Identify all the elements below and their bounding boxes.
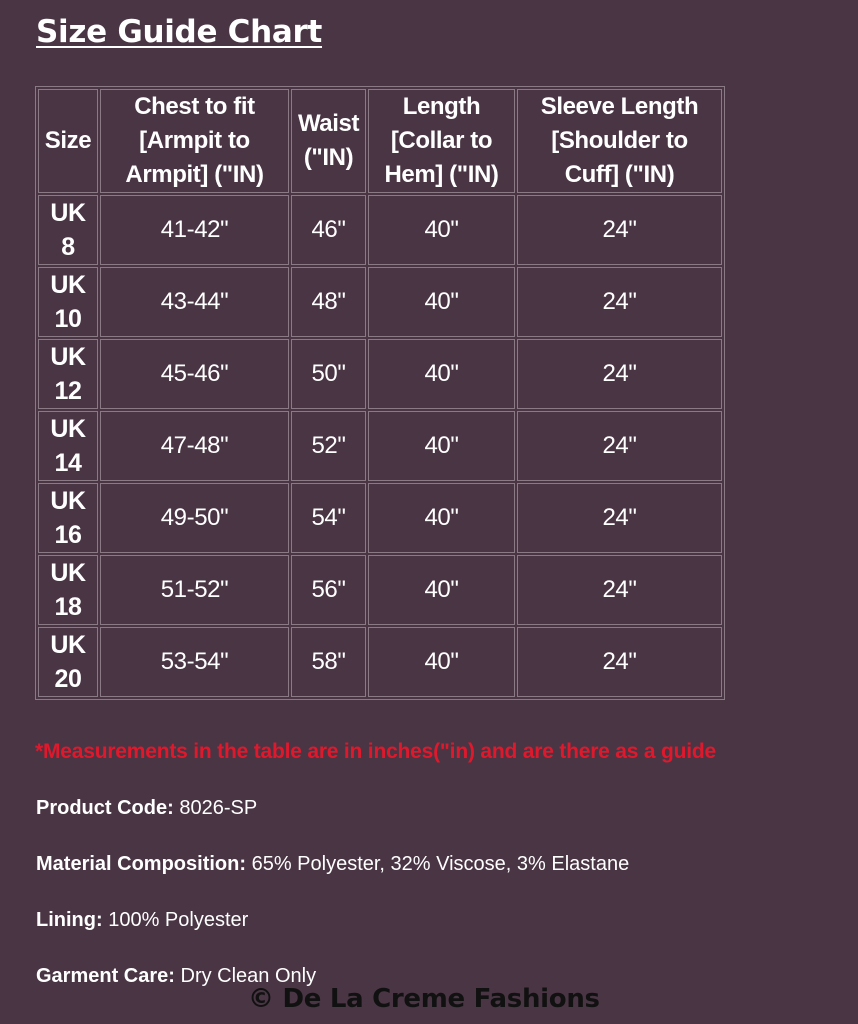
material-value: 65% Polyester, 32% Viscose, 3% Elastane: [251, 853, 630, 875]
product-code-label: Product Code:: [36, 797, 174, 819]
size-cell: [38, 627, 98, 697]
header-chest-line: [Armpit to: [139, 127, 250, 154]
waist-cell: 48": [291, 267, 366, 337]
table-row: [38, 411, 722, 481]
size-cell-line: UK: [50, 487, 86, 515]
header-chest-line: Armpit] ("IN): [125, 161, 264, 188]
chest-cell: 43-44": [100, 267, 289, 337]
chest-cell: 53-54": [100, 627, 289, 697]
copyright-watermark: © De La Creme Fashions: [248, 984, 600, 1014]
header-length-line: Length: [402, 93, 481, 120]
size-cell-line: 12: [54, 377, 82, 405]
lining-value: 100% Polyester: [108, 909, 249, 931]
header-sleeve-line: Sleeve Length: [540, 93, 699, 120]
header-chest: [100, 89, 289, 193]
table-row: [38, 339, 722, 409]
size-cell-line: 20: [54, 665, 82, 693]
waist-cell: 58": [291, 627, 366, 697]
sleeve-cell: 24": [517, 555, 722, 625]
waist-cell: 54": [291, 483, 366, 553]
table-body: [38, 195, 722, 697]
size-cell-line: UK: [50, 559, 86, 587]
size-cell-line: UK: [50, 343, 86, 371]
size-cell: [38, 555, 98, 625]
size-guide-table: [35, 86, 725, 700]
sleeve-cell: 24": [517, 483, 722, 553]
sleeve-cell: 24": [517, 195, 722, 265]
table-row: [38, 195, 722, 265]
header-sleeve-line: Cuff] ("IN): [564, 161, 675, 188]
table-header-row: [38, 89, 722, 193]
header-waist-line: ("IN): [303, 144, 354, 171]
length-cell: 40": [368, 195, 515, 265]
care-value: Dry Clean Only: [180, 965, 317, 987]
waist-cell: 46": [291, 195, 366, 265]
table-row: [38, 555, 722, 625]
chest-cell: 47-48": [100, 411, 289, 481]
length-cell: 40": [368, 267, 515, 337]
table-row: [38, 627, 722, 697]
size-cell-line: 18: [54, 593, 82, 621]
material-label: Material Composition:: [36, 853, 247, 875]
sleeve-cell: 24": [517, 339, 722, 409]
size-cell-line: UK: [50, 199, 86, 227]
size-cell: [38, 483, 98, 553]
page-title: Size Guide Chart: [36, 14, 323, 50]
chest-cell: 51-52": [100, 555, 289, 625]
chest-cell: 49-50": [100, 483, 289, 553]
length-cell: 40": [368, 339, 515, 409]
length-cell: 40": [368, 555, 515, 625]
table-row: [38, 267, 722, 337]
care-label: Garment Care:: [36, 965, 175, 987]
size-cell-line: 16: [54, 521, 82, 549]
table-row: [38, 483, 722, 553]
size-cell: [38, 411, 98, 481]
header-size: Size: [38, 89, 98, 193]
header-sleeve: [517, 89, 722, 193]
header-length-line: [Collar to: [390, 127, 493, 154]
length-cell: 40": [368, 411, 515, 481]
size-cell: [38, 339, 98, 409]
material-line: [36, 853, 629, 876]
size-cell-line: 14: [54, 449, 82, 477]
size-cell-line: 8: [61, 233, 75, 261]
header-length-line: Hem] ("IN): [384, 161, 499, 188]
size-cell: [38, 267, 98, 337]
size-cell-line: UK: [50, 271, 86, 299]
sleeve-cell: 24": [517, 267, 722, 337]
measurement-note: *Measurements in the table are in inches("in) and are there as a guide: [35, 740, 716, 763]
header-sleeve-line: [Shoulder to: [551, 127, 688, 154]
header-waist-line: Waist: [297, 110, 360, 137]
waist-cell: 50": [291, 339, 366, 409]
header-chest-line: Chest to fit: [134, 93, 255, 120]
size-cell-line: UK: [50, 415, 86, 443]
sleeve-cell: 24": [517, 411, 722, 481]
size-cell: [38, 195, 98, 265]
header-waist: [291, 89, 366, 193]
product-code-value: 8026-SP: [179, 797, 258, 819]
waist-cell: 56": [291, 555, 366, 625]
size-cell-line: UK: [50, 631, 86, 659]
header-length: [368, 89, 515, 193]
product-code-line: [36, 797, 257, 820]
lining-line: [36, 909, 248, 932]
sleeve-cell: 24": [517, 627, 722, 697]
lining-label: Lining:: [36, 909, 103, 931]
waist-cell: 52": [291, 411, 366, 481]
length-cell: 40": [368, 483, 515, 553]
size-cell-line: 10: [54, 305, 82, 333]
length-cell: 40": [368, 627, 515, 697]
chest-cell: 45-46": [100, 339, 289, 409]
chest-cell: 41-42": [100, 195, 289, 265]
